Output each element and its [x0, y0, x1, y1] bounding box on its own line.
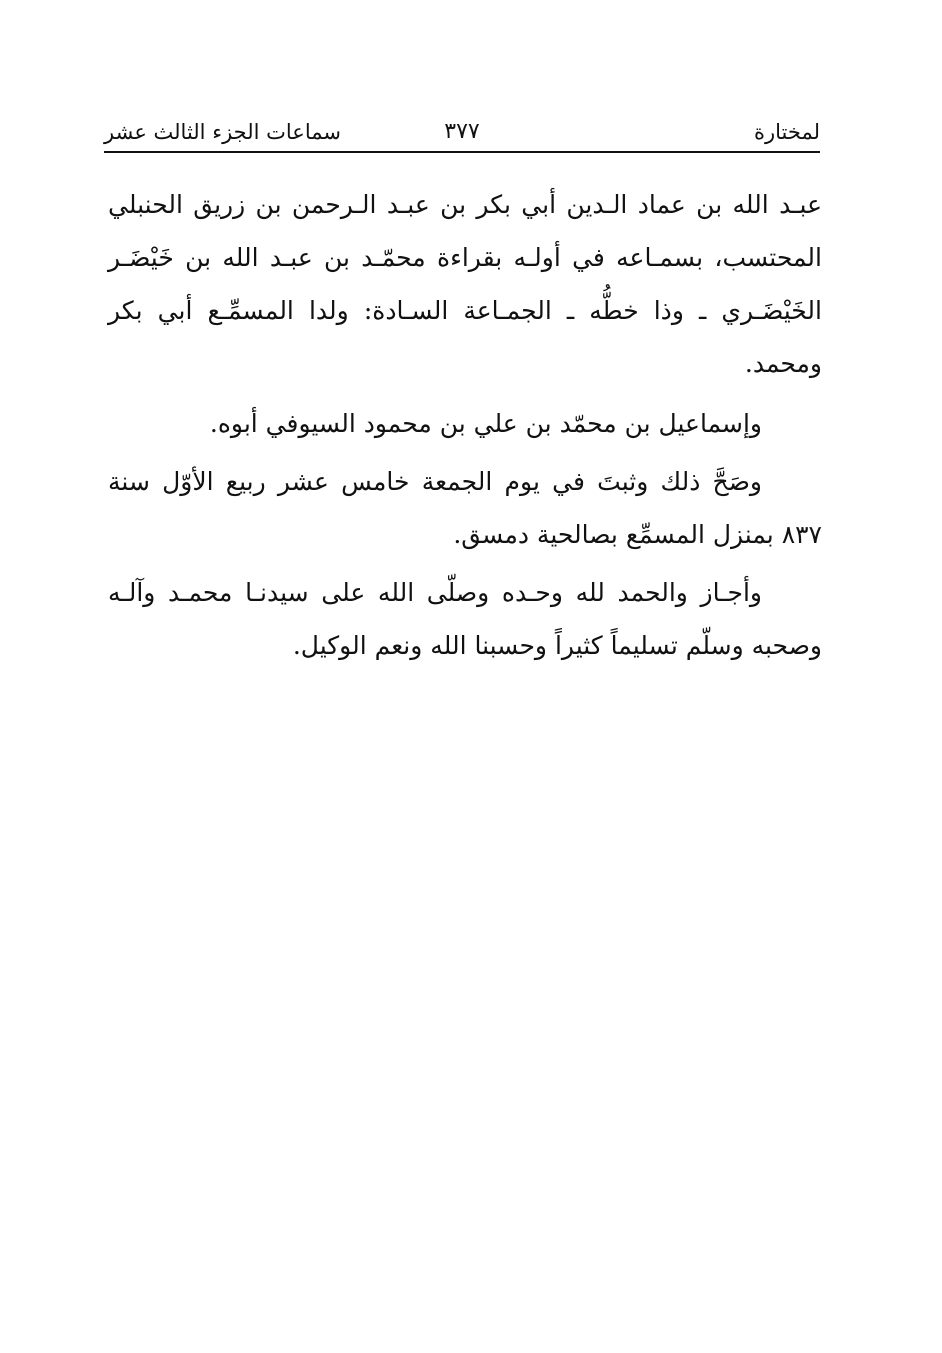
paragraph-4: وأجـاز والحمد لله وحـده وصلّى الله على سيدنـا محمـد وآلـه وصحبه وسلّم تسليماً كثيراً وحسبنا الله ونعم الوكيل. [108, 578, 822, 660]
header-divider [104, 151, 820, 153]
header-book-title: لمختارة [754, 120, 820, 144]
paragraph-2: وإسماعيل بن محمّد بن علي بن محمود السيوفي أبوه. [209, 409, 762, 438]
running-header [104, 114, 820, 150]
paragraph-3: وصَحَّ ذلك وثبتَ في يوم الجمعة خامس عشر ربيع الأوّل سنة ٨٣٧ بمنزل المسمِّع بصالحية دمسق. [108, 467, 822, 549]
page-number: ٣٧٧ [444, 119, 480, 144]
header-section-title: سماعات الجزء الثالث عشر [104, 120, 341, 144]
body-text [108, 178, 822, 672]
paragraph-1: عبـد الله بن عماد الـدين أبي بكر بن عبـد الـرحمن بن زريق الحنبلي المحتسب، بسمـاعه في أولـه بقراءة محمّـد بن عبـد الله بن خَيْضَـر الخَيْضَـري ـ وذا خطُّه ـ الجمـاعة السـادة: ولدا المسمِّـع أبي بكر ومحمد. [108, 190, 822, 378]
